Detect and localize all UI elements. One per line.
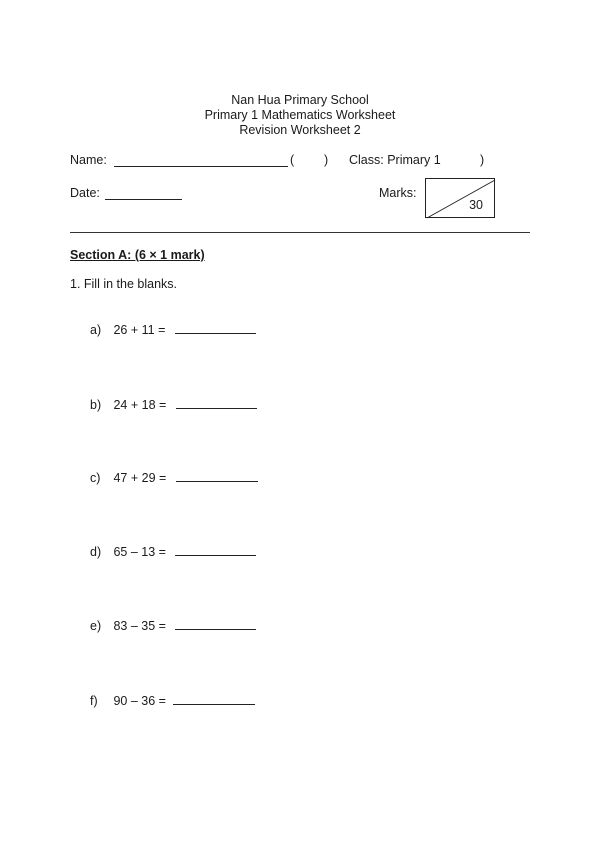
instruction-text: 1. Fill in the blanks. (70, 277, 177, 291)
question-item (90, 618, 256, 633)
marks-total: 30 (469, 198, 483, 212)
question-item (90, 470, 258, 485)
question-item (90, 693, 255, 708)
question-item (90, 397, 257, 412)
worksheet-header (0, 93, 600, 138)
marks-diagonal-icon (426, 179, 496, 219)
register-paren-open: ( (290, 153, 295, 167)
question-item (90, 544, 256, 559)
question-expression: 24 + 18 = (113, 398, 167, 412)
question-label: e) (90, 619, 102, 633)
question-label: c) (90, 471, 101, 485)
school-name: Nan Hua Primary School (231, 93, 369, 107)
worksheet-title: Revision Worksheet 2 (239, 123, 361, 137)
question-label: a) (90, 323, 102, 337)
marks-label: Marks: (379, 186, 417, 200)
question-expression: 47 + 29 = (113, 471, 167, 485)
answer-blank[interactable] (176, 397, 257, 409)
answer-blank[interactable] (175, 544, 256, 556)
date-label: Date: (70, 186, 100, 200)
question-expression: 26 + 11 = (113, 323, 166, 337)
answer-blank[interactable] (176, 470, 258, 482)
question-expression: 90 – 36 = (113, 694, 166, 708)
register-paren-close: ) (324, 153, 329, 167)
question-label: d) (90, 545, 102, 559)
answer-blank[interactable] (173, 693, 255, 705)
header-divider (70, 232, 530, 233)
section-title: Section A: (6 × 1 mark) (70, 248, 205, 262)
worksheet-subject: Primary 1 Mathematics Worksheet (204, 108, 396, 122)
class-label: Class: Primary 1 (349, 153, 441, 167)
question-label: b) (90, 398, 102, 412)
question-expression: 83 – 35 = (113, 619, 166, 633)
name-label: Name: (70, 153, 107, 167)
answer-blank[interactable] (175, 322, 256, 334)
date-blank[interactable] (105, 188, 182, 200)
question-item (90, 322, 256, 337)
name-blank[interactable] (114, 155, 288, 167)
answer-blank[interactable] (175, 618, 256, 630)
marks-box[interactable] (425, 178, 495, 218)
class-paren-close: ) (480, 153, 485, 167)
question-label: f) (90, 694, 98, 708)
question-expression: 65 – 13 = (113, 545, 166, 559)
